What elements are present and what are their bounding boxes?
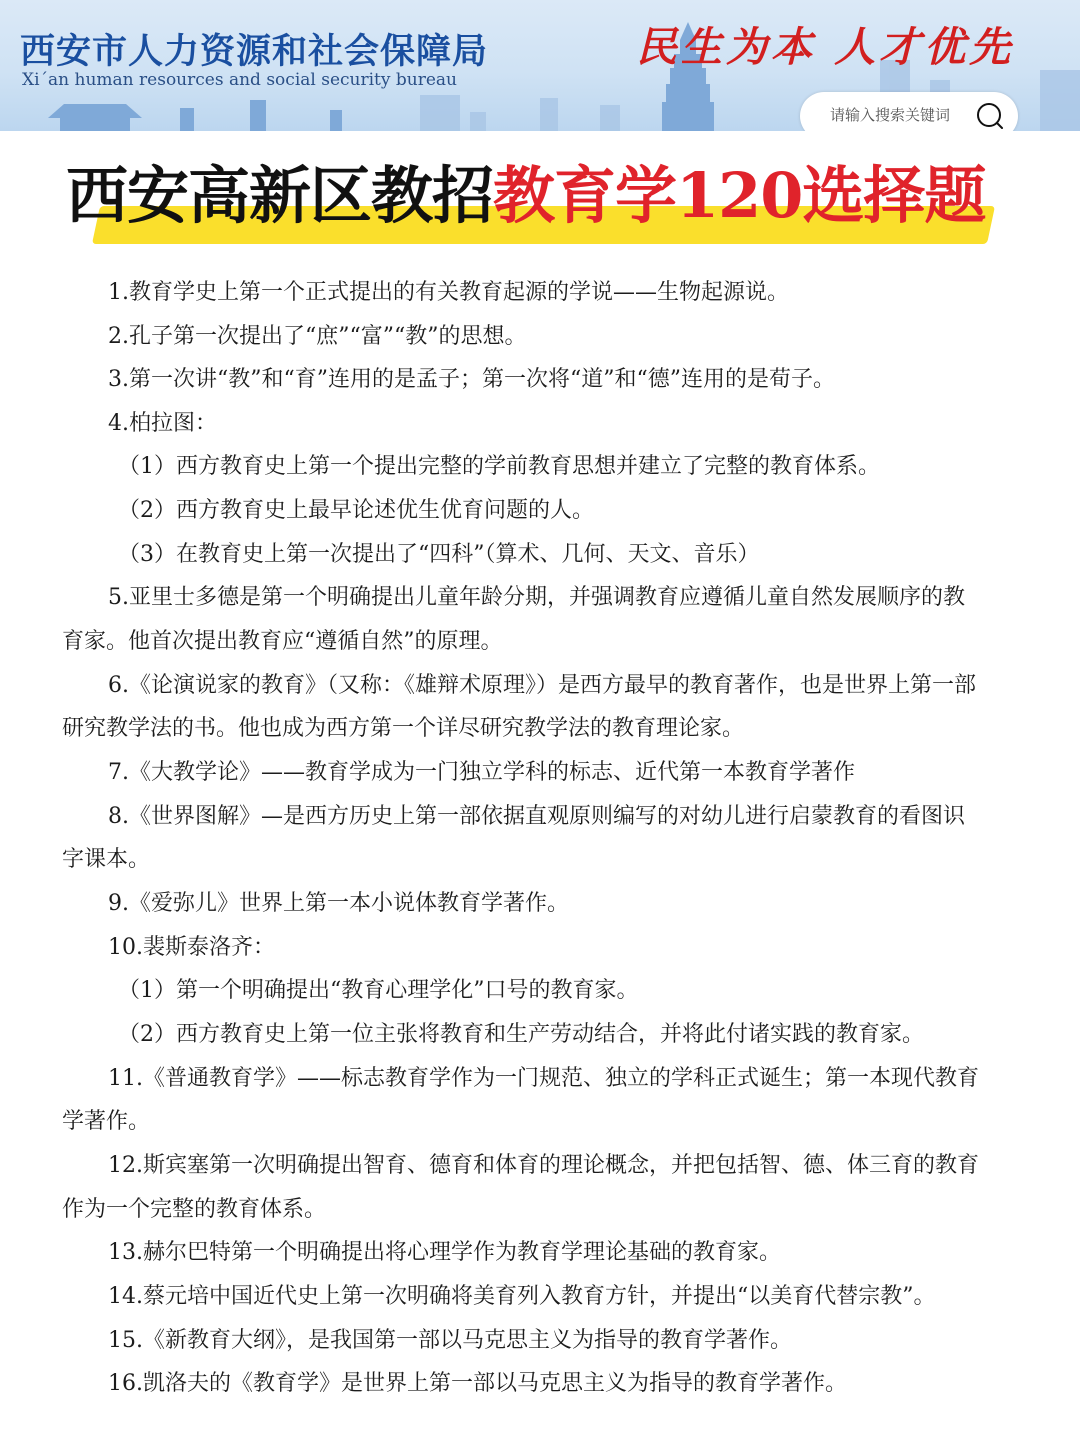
list-item: 13.赫尔巴特第一个明确提出将心理学作为教育学理论基础的教育家。	[108, 1240, 781, 1265]
title-part-2: 教育学120选择题	[493, 159, 986, 232]
list-item: 2.孔子第一次提出了“庶”“富”“教”的思想。	[108, 324, 527, 349]
list-item: 12.斯宾塞第一次明确提出智育、德育和体育的理论概念，并把包括智、德、体三育的教育	[108, 1153, 979, 1178]
list-item-continuation: 作为一个完整的教育体系。	[62, 1197, 327, 1222]
slogan: 民生为本 人才优先	[636, 23, 1015, 71]
title-part-1: 西安高新区教招	[66, 159, 494, 232]
list-item: 16.凯洛夫的《教育学》是世界上第一部以马克思主义为指导的教育学著作。	[108, 1371, 847, 1396]
list-item: 6.《论演说家的教育》（又称：《雄辩术原理》）是西方最早的教育著作，也是世界上第一部	[108, 673, 976, 698]
list-item: 4.柏拉图：	[108, 411, 217, 436]
list-item: 10.裴斯泰洛齐：	[108, 935, 275, 960]
search-icon[interactable]	[976, 102, 1004, 130]
list-item: 15.《新教育大纲》，是我国第一部以马克思主义为指导的教育学著作。	[108, 1328, 792, 1353]
search-box[interactable]	[800, 92, 1018, 131]
list-item: 8.《世界图解》—是西方历史上第一部依据直观原则编写的对幼儿进行启蒙教育的看图识	[108, 804, 965, 829]
org-name: 西安市人力资源和社会保障局	[20, 32, 489, 72]
list-item: 7.《大教学论》——教育学成为一门独立学科的标志、近代第一本教育学著作	[108, 760, 855, 785]
list-subitem: （1）西方教育史上第一个提出完整的学前教育思想并建立了完整的教育体系。	[118, 454, 880, 479]
org-name-english: Xi´an human resources and social security bureau	[22, 70, 457, 90]
list-item: 14.蔡元培中国近代史上第一次明确将美育列入教育方针，并提出“以美育代替宗教”。	[108, 1284, 936, 1309]
list-item: 11.《普通教育学》——标志教育学作为一门规范、独立的学科正式诞生；第一本现代教育	[108, 1066, 979, 1091]
header-banner	[0, 0, 1080, 131]
list-subitem: （2）西方教育史上最早论述优生优育问题的人。	[118, 498, 594, 523]
list-item: 9.《爱弥儿》世界上第一本小说体教育学著作。	[108, 891, 569, 916]
list-item: 1.教育学史上第一个正式提出的有关教育起源的学说——生物起源说。	[108, 280, 789, 305]
list-item-continuation: 学著作。	[62, 1109, 151, 1134]
list-item-continuation: 字课本。	[62, 847, 151, 872]
list-item: 5.亚里士多德是第一个明确提出儿童年龄分期，并强调教育应遵循儿童自然发展顺序的教	[108, 585, 965, 610]
list-item-continuation: 研究教学法的书。他也成为西方第一个详尽研究教学法的教育理论家。	[62, 716, 745, 741]
list-item-continuation: 育家。他首次提出教育应“遵循自然”的原理。	[62, 629, 503, 654]
list-subitem: （2）西方教育史上第一位主张将教育和生产劳动结合，并将此付诸实践的教育家。	[118, 1022, 924, 1047]
list-subitem: （3）在教育史上第一次提出了“四科”（算术、几何、天文、音乐）	[118, 542, 760, 567]
page-title	[66, 156, 985, 236]
search-input[interactable]	[830, 102, 962, 128]
title-area	[0, 150, 1080, 260]
list-subitem: （1）第一个明确提出“教育心理学化”口号的教育家。	[118, 978, 639, 1003]
list-item: 3.第一次讲“教”和“育”连用的是孟子；第一次将“道”和“德”连用的是荀子。	[108, 367, 835, 392]
